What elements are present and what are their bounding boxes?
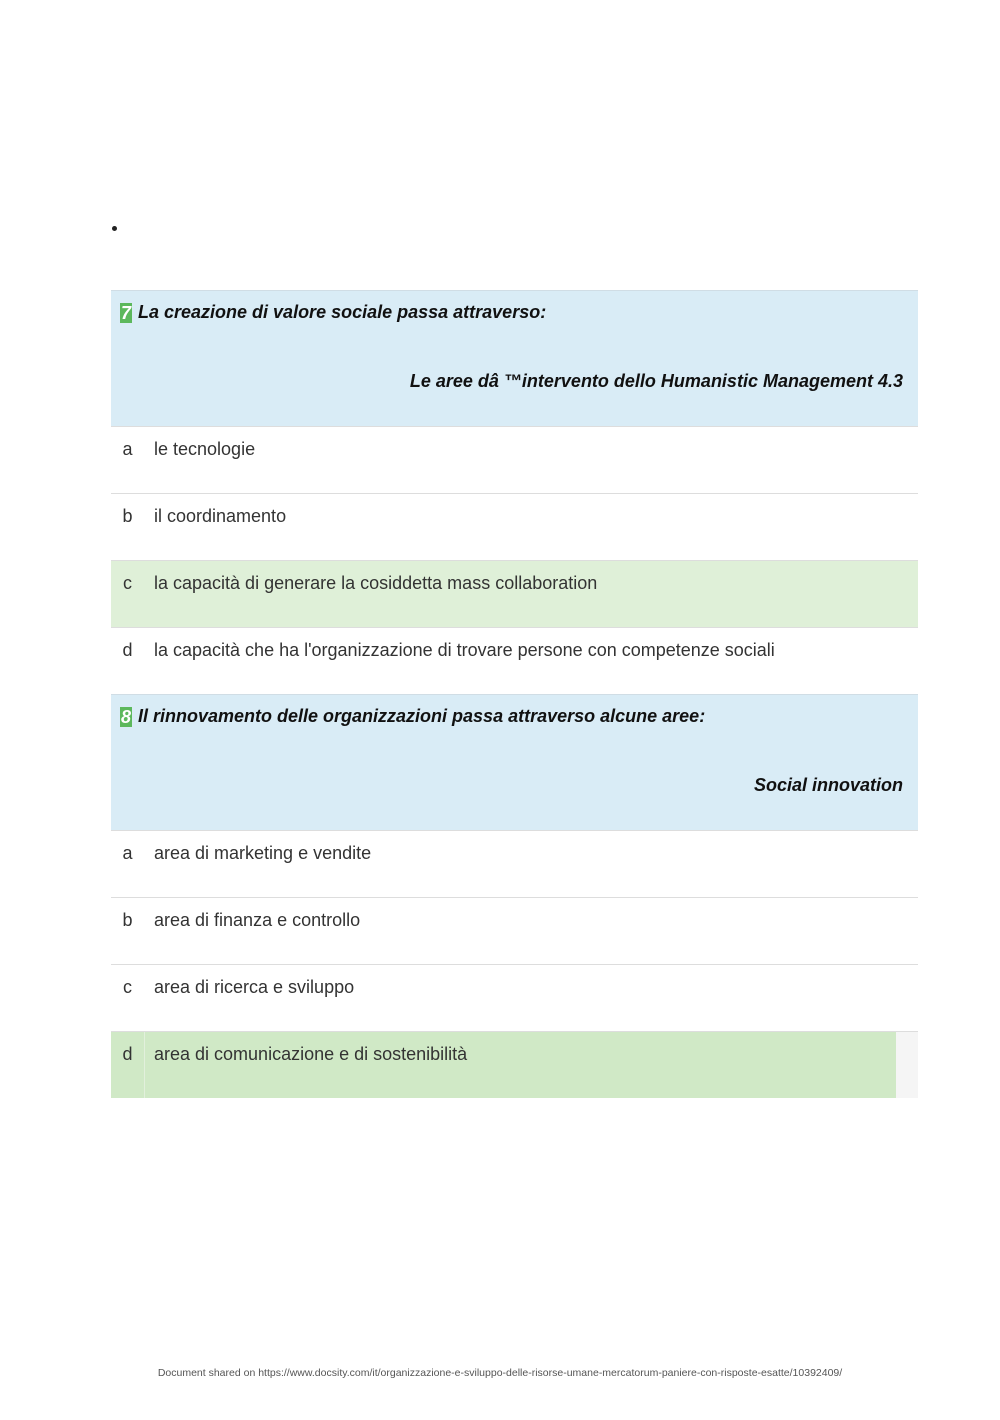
option-text: area di marketing e vendite	[154, 843, 372, 863]
question-topic: Social innovation	[753, 775, 903, 795]
option-text: la capacità che ha l'organizzazione di trovare persone con competenze sociali	[154, 640, 775, 660]
question-number-badge: 8	[120, 707, 131, 727]
list-bullet	[112, 226, 117, 231]
question-header-8	[111, 694, 918, 830]
option-letter: b	[122, 910, 133, 930]
option-text: area di finanza e controllo	[154, 910, 361, 930]
question-number-badge: 7	[120, 303, 131, 323]
option-letter: c	[123, 977, 132, 997]
option-letter: c	[123, 573, 132, 593]
option-letter: d	[111, 1032, 145, 1098]
option-letter: b	[122, 506, 133, 526]
option-text: area di comunicazione e di sostenibilità	[154, 1044, 468, 1064]
option-letter: a	[122, 439, 133, 459]
answer-option-a	[111, 426, 918, 493]
answer-option-c-correct	[111, 560, 918, 627]
option-text: area di ricerca e sviluppo	[154, 977, 355, 997]
answer-option-b	[111, 493, 918, 560]
answer-option-c	[111, 964, 918, 1031]
answer-option-d	[111, 627, 918, 694]
footer-source-note: Document shared on https://www.docsity.com/it/organizzazione-e-sviluppo-delle-risorse-umane-mercatorum-paniere-con-risposte-esatte/10392409/	[157, 1367, 843, 1379]
row-edge	[896, 1032, 918, 1098]
quiz-table	[111, 290, 918, 1098]
option-text: il coordinamento	[154, 506, 287, 526]
question-text: La creazione di valore sociale passa attraverso:	[138, 302, 547, 322]
answer-option-d-correct	[111, 1031, 918, 1098]
answer-option-b	[111, 897, 918, 964]
option-letter: a	[122, 843, 133, 863]
answer-option-a	[111, 830, 918, 897]
question-topic: Le aree dâ ™intervento dello Humanistic Management 4.3	[409, 371, 903, 391]
option-text: le tecnologie	[154, 439, 256, 459]
question-text: Il rinnovamento delle organizzazioni passa attraverso alcune aree:	[138, 706, 706, 726]
option-letter: d	[122, 640, 133, 660]
question-header-7	[111, 290, 918, 426]
option-text: la capacità di generare la cosiddetta mass collaboration	[154, 573, 598, 593]
